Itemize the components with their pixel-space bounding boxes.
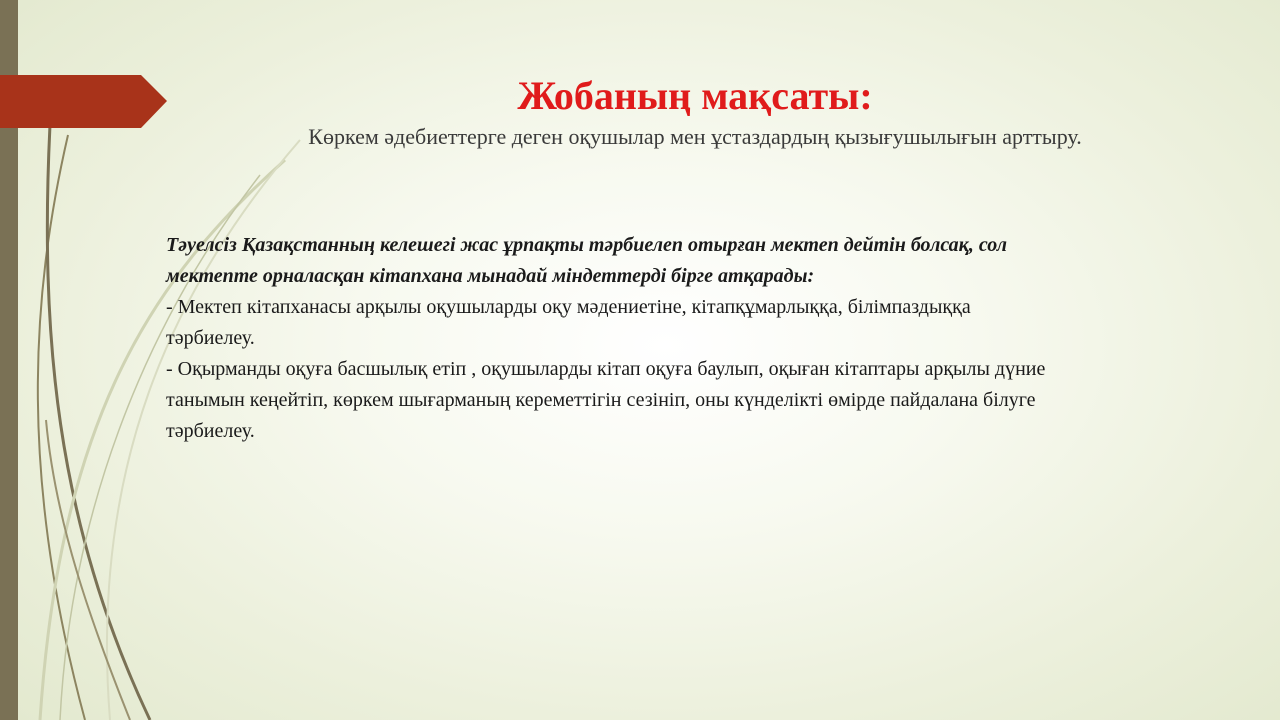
body-list-item: - Оқырманды оқуға басшылық етіп , оқушыларды кітап оқуға баулып, оқыған кітаптары арқылы дүние танымын кеңейтіп, көркем шығарманың кереметтігін сезініп, оны күнделікті өмірде пайдалана білуге тәрбиелеу. <box>166 358 1046 442</box>
decorative-stem-6 <box>46 420 130 720</box>
accent-arrow-tab <box>0 75 167 128</box>
decorative-stem-2 <box>47 125 150 720</box>
body-list-item: - Мектеп кітапханасы арқылы оқушыларды оқу мәдениетіне, кітапқұмарлыққа, білімпаздыққа тәрбиелеу. <box>166 296 971 349</box>
slide-subtitle: Көркем әдебиеттерге деген оқушылар мен ұстаздардың қызығушылығын арттыру. <box>308 124 1082 149</box>
decorative-stem-1 <box>38 135 85 720</box>
slide-title: Жобаның мақсаты: <box>517 73 873 118</box>
slide-body <box>166 230 1046 447</box>
body-intro-text: Тәуелсіз Қазақстанның келешегі жас ұрпақты тәрбиелеп отырған мектеп дейтін болсақ, сол мектепте орналасқан кітапхана мынадай міндеттерді бірге атқарады: <box>166 234 1007 287</box>
